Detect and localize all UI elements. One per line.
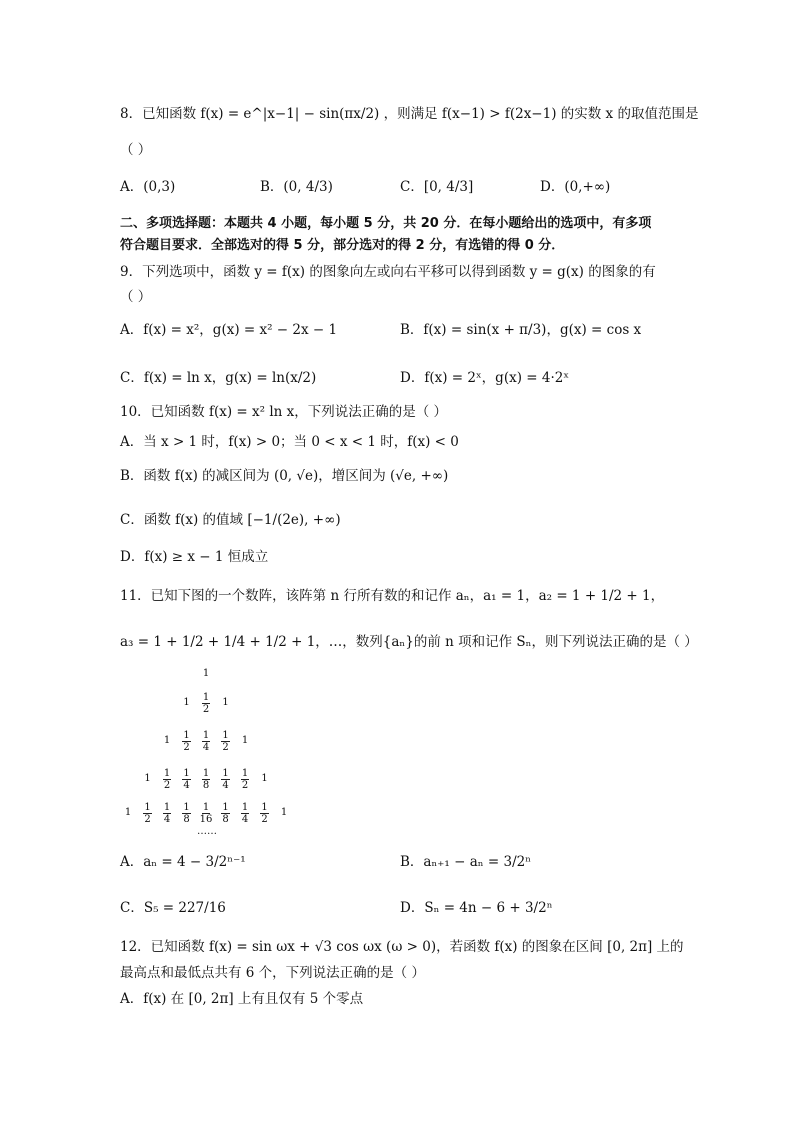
q11-option-c: C．S₅ = 227/16 bbox=[120, 900, 226, 916]
triangle-cell: 1 2 bbox=[261, 802, 268, 825]
q10-option-a: A．当 x > 1 时，f(x) > 0；当 0 < x < 1 时，f(x) < 0 bbox=[120, 434, 459, 450]
triangle-cell: 1 bbox=[222, 697, 229, 708]
triangle-cell: 1 2 bbox=[241, 768, 249, 791]
section2-line2: 符合题目要求．全部选对的得 5 分，部分选对的得 2 分，有选错的得 0 分． bbox=[120, 238, 565, 253]
triangle-cell: 1 2 bbox=[222, 730, 229, 753]
q8-option-c: C．[0, 4/3] bbox=[400, 179, 474, 195]
q12-stem-1: 12．已知函数 f(x) = sin ωx + √3 cos ωx (ω > 0)，若函数 f(x) 的图象在区间 [0, 2π] 上的 bbox=[120, 939, 684, 955]
triangle-cell: 1 bbox=[163, 735, 171, 746]
q8-option-d: D．(0,+∞) bbox=[540, 179, 611, 195]
triangle-cell: 1 4 bbox=[183, 768, 190, 791]
q10-option-d: D．f(x) ≥ x − 1 恒成立 bbox=[120, 549, 269, 565]
q8-option-b: B．(0, 4/3) bbox=[260, 179, 333, 195]
q11-option-b: B．aₙ₊₁ − aₙ = 3/2ⁿ bbox=[400, 854, 532, 870]
triangle-cell: 1 bbox=[144, 773, 151, 784]
q11-stem-1: 11．已知下图的一个数阵，该阵第 n 行所有数的和记作 aₙ，a₁ = 1，a₂ = 1 + 1/2 + 1， bbox=[120, 588, 665, 604]
q9-stem: 9．下列选项中，函数 y = f(x) 的图象向左或向右平移可以得到函数 y = g(x) 的图象的有 bbox=[120, 264, 656, 280]
section2-line1: 二、多项选择题：本题共 4 小题，每小题 5 分，共 20 分．在每小题给出的选项中，有多项 bbox=[120, 216, 652, 231]
triangle-cell: 1 bbox=[183, 697, 190, 708]
q12-stem-2: 最高点和最低点共有 6 个，下列说法正确的是（ ） bbox=[120, 965, 425, 981]
triangle-cell: 1 8 bbox=[202, 768, 210, 791]
q10-option-b: B．函数 f(x) 的减区间为 (0, √e)，增区间为 (√e, +∞) bbox=[120, 468, 449, 484]
q8-option-a: A．(0,3) bbox=[120, 179, 176, 195]
q9-option-d: D．f(x) = 2ˣ，g(x) = 4·2ˣ bbox=[400, 370, 570, 386]
q8-stem: 8．已知函数 f(x) = e^|x−1| − sin(πx/2) ，则满足 f(x−1) > f(2x−1) 的实数 x 的取值范围是 bbox=[120, 106, 699, 122]
triangle-cell: 1 8 bbox=[222, 802, 229, 825]
q9-option-a: A．f(x) = x²，g(x) = x² − 2x − 1 bbox=[120, 322, 338, 338]
q9-paren: （ ） bbox=[120, 289, 152, 305]
triangle-cell: 1 16 bbox=[199, 802, 213, 825]
q11-option-a: A．aₙ = 4 − 3/2ⁿ⁻¹ bbox=[120, 854, 246, 870]
triangle-cell: 1 2 bbox=[144, 802, 151, 825]
q12-option-a: A．f(x) 在 [0, 2π] 上有且仅有 5 个零点 bbox=[120, 991, 364, 1007]
q10-stem: 10．已知函数 f(x) = x² ln x，下列说法正确的是（ ） bbox=[120, 404, 448, 420]
triangle-cell: 1 2 bbox=[183, 730, 190, 753]
triangle-cell: 1 bbox=[280, 807, 288, 818]
triangle-cell: 1 4 bbox=[222, 768, 229, 791]
triangle-cell: 1 bbox=[124, 807, 132, 818]
triangle-cell: 1 4 bbox=[163, 802, 171, 825]
triangle-cell: 1 bbox=[261, 773, 268, 784]
triangle-cell: 1 8 bbox=[183, 802, 190, 825]
triangle-cell: 1 2 bbox=[163, 768, 171, 791]
q8-paren: （ ） bbox=[120, 142, 152, 158]
triangle-ellipsis: …… bbox=[197, 826, 217, 837]
q10-option-c: C．函数 f(x) 的值域 [−1/(2e), +∞) bbox=[120, 512, 341, 528]
triangle-cell: 1 4 bbox=[202, 730, 210, 753]
q11-option-d: D．Sₙ = 4n − 6 + 3/2ⁿ bbox=[400, 900, 553, 916]
q11-stem-2: a₃ = 1 + 1/2 + 1/4 + 1/2 + 1，…，数列{aₙ}的前 n 项和记作 Sₙ，则下列说法正确的是（ ） bbox=[120, 634, 698, 650]
triangle-cell: 1 4 bbox=[241, 802, 249, 825]
triangle-cell: 1 2 bbox=[202, 692, 210, 715]
triangle-cell: 1 bbox=[241, 735, 249, 746]
triangle-cell: 1 bbox=[202, 668, 210, 679]
number-triangle-figure bbox=[118, 668, 294, 836]
q9-option-b: B．f(x) = sin(x + π/3)，g(x) = cos x bbox=[400, 322, 642, 338]
q9-option-c: C．f(x) = ln x，g(x) = ln(x/2) bbox=[120, 370, 317, 386]
